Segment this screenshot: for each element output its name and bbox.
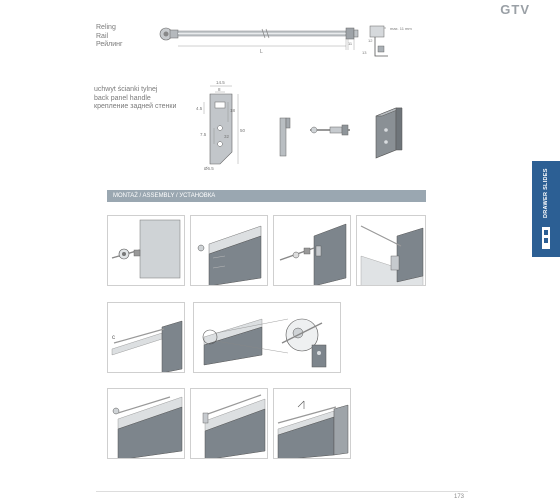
drawer-slides-tab[interactable] bbox=[532, 161, 560, 257]
back-plate-3d-icon bbox=[376, 108, 402, 158]
step-9-illustration bbox=[274, 389, 351, 459]
assembly-step-6 bbox=[193, 302, 341, 373]
dim-h: Ø6.5 bbox=[204, 166, 214, 171]
assembly-step-4 bbox=[356, 215, 426, 286]
dim-c: 18 bbox=[230, 108, 236, 113]
dim-max: max. 11 mm bbox=[390, 26, 412, 31]
page-number: 173 bbox=[453, 494, 464, 500]
dim-d2: 12 bbox=[368, 38, 373, 43]
dim-b: 8 bbox=[218, 87, 221, 92]
dim-e: 32 bbox=[224, 134, 230, 139]
drawer-icon bbox=[540, 227, 552, 249]
step-7-illustration bbox=[108, 389, 185, 459]
assembly-step-9 bbox=[273, 388, 351, 459]
assembly-step-1 bbox=[107, 215, 185, 286]
svg-text:c: c bbox=[112, 335, 115, 341]
step-5-illustration bbox=[108, 303, 185, 373]
step-3-illustration bbox=[274, 216, 351, 286]
page-footer-rule bbox=[96, 491, 468, 492]
rail-labels bbox=[96, 24, 123, 50]
rail-drawing bbox=[150, 20, 420, 70]
dim-d: 4.5 bbox=[196, 106, 203, 111]
assembly-section-header: MONTAŻ / ASSEMBLY / УСТАНОВКА bbox=[107, 190, 426, 202]
rail-label-en: Rail bbox=[96, 32, 109, 40]
dim-a: 14.5 bbox=[216, 80, 225, 85]
step-8-illustration bbox=[191, 389, 268, 459]
drawer-slides-tab-label: DRAWER SLIDES bbox=[543, 168, 549, 218]
back-handle-labels bbox=[94, 86, 176, 112]
dim-d3: 13 bbox=[362, 50, 367, 55]
step-4-illustration bbox=[357, 216, 426, 286]
step-6-illustration bbox=[194, 303, 341, 373]
brand-logo: GTV bbox=[500, 2, 530, 17]
dim-length: L bbox=[260, 49, 263, 55]
back-handle-label-en: back panel handle bbox=[94, 94, 151, 102]
step-1-illustration bbox=[108, 216, 185, 286]
assembly-step-5 bbox=[107, 302, 185, 373]
rail-connector-icon bbox=[160, 28, 178, 40]
screw-assembly-icon bbox=[310, 125, 350, 135]
assembly-step-3 bbox=[273, 215, 351, 286]
handle-profile-icon bbox=[280, 118, 290, 156]
back-handle-drawing bbox=[180, 72, 420, 172]
rail-label-pl: Reling bbox=[96, 24, 116, 31]
dim-d1: 11 bbox=[348, 41, 353, 46]
back-handle-label-pl: uchwyt ścianki tylnej bbox=[94, 86, 158, 93]
assembly-step-2 bbox=[190, 215, 268, 286]
step-2-illustration bbox=[191, 216, 268, 286]
rail-label-ru: Рейлинг bbox=[96, 41, 123, 48]
assembly-step-7 bbox=[107, 388, 185, 459]
dim-g: 7.5 bbox=[200, 132, 207, 137]
dim-f: 50 bbox=[240, 128, 246, 133]
back-handle-label-ru: крепление задней стенки bbox=[94, 103, 177, 110]
assembly-step-8 bbox=[190, 388, 268, 459]
